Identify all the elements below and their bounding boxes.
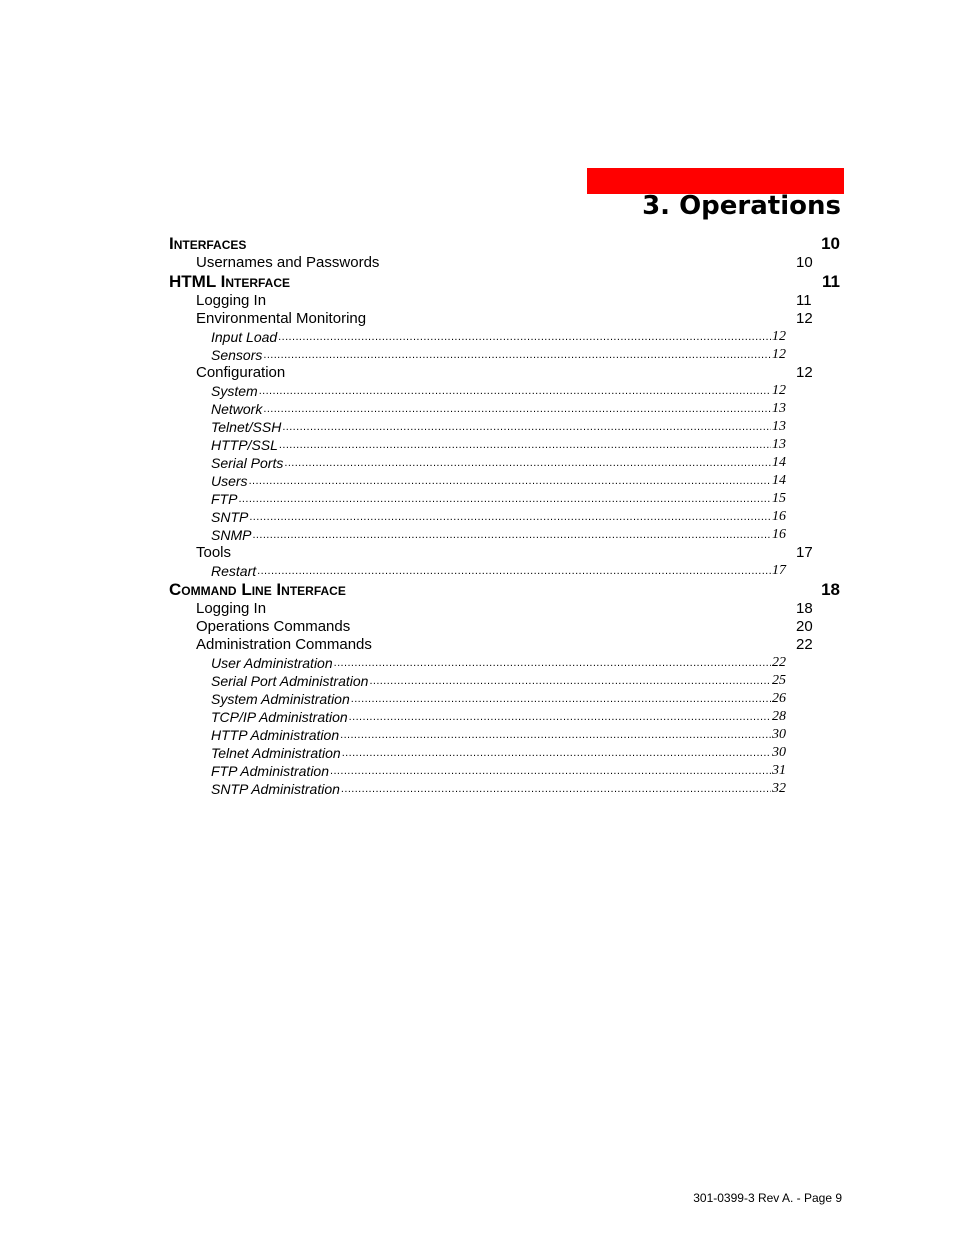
toc-dot-leader	[334, 654, 771, 672]
toc-entry[interactable]	[169, 436, 786, 454]
toc-entry-label: Operations Commands	[196, 618, 351, 635]
toc-entry-page: 13	[772, 401, 786, 416]
toc-entry-label: Telnet/SSH	[211, 419, 282, 435]
toc-entry[interactable]	[169, 292, 842, 310]
toc-entry-label: FTP Administration	[211, 763, 329, 779]
toc-entry-label: Administration Commands	[196, 636, 372, 653]
toc-entry-page: 12	[796, 364, 813, 381]
toc-entry[interactable]	[169, 234, 842, 254]
toc-entry-page: 17	[772, 563, 786, 578]
toc-entry-page: 14	[772, 473, 786, 488]
toc-entry[interactable]	[169, 744, 786, 762]
toc-entry-page: 31	[772, 763, 786, 778]
toc-entry-label: HTML Interface	[169, 272, 291, 291]
toc-entry-page: 20	[796, 618, 813, 635]
toc-entry[interactable]	[169, 400, 786, 418]
toc-entry[interactable]	[169, 364, 842, 382]
toc-dot-leader	[349, 708, 771, 726]
toc-entry[interactable]	[169, 544, 842, 562]
toc-entry[interactable]	[169, 346, 786, 364]
toc-entry-label: Network	[211, 401, 263, 417]
toc-entry[interactable]	[169, 526, 786, 544]
toc-entry-label: Serial Port Administration	[211, 673, 369, 689]
toc-entry[interactable]	[169, 562, 786, 580]
toc-entry[interactable]	[169, 328, 786, 346]
toc-entry-page: 12	[772, 329, 786, 344]
toc-entry[interactable]	[169, 254, 842, 272]
toc-entry[interactable]	[169, 418, 786, 436]
toc-dot-leader	[284, 454, 771, 472]
toc-entry-label: User Administration	[211, 655, 333, 671]
toc-dot-leader	[330, 762, 771, 780]
toc-entry[interactable]	[169, 636, 842, 654]
toc-entry-label: Interfaces	[169, 234, 247, 253]
toc-entry-page: 13	[772, 419, 786, 434]
toc-entry[interactable]	[169, 454, 786, 472]
toc-entry-page: 26	[772, 691, 786, 706]
toc-entry-label: Telnet Administration	[211, 745, 341, 761]
toc-entry-page: 17	[796, 544, 813, 561]
toc-entry-page: 15	[772, 491, 786, 506]
toc-entry[interactable]	[169, 382, 786, 400]
toc-entry-page: 30	[772, 745, 786, 760]
toc-entry-page: 25	[772, 673, 786, 688]
toc-entry-page: 12	[772, 347, 786, 362]
toc-entry-page: 16	[772, 527, 786, 542]
toc-entry-label: Logging In	[196, 292, 267, 309]
toc-entry[interactable]	[169, 310, 842, 328]
toc-dot-leader	[282, 418, 771, 436]
toc-entry-label: Logging In	[196, 600, 267, 617]
toc-entry-label: Users	[211, 473, 248, 489]
toc-entry[interactable]	[169, 508, 786, 526]
toc-entry-label: System	[211, 383, 258, 399]
toc-entry-page: 22	[796, 636, 813, 653]
toc-entry-label: Sensors	[211, 347, 263, 363]
toc-entry-page: 13	[772, 437, 786, 452]
toc-dot-leader	[249, 472, 771, 490]
toc-entry[interactable]	[169, 580, 842, 600]
toc-entry-label: Configuration	[196, 364, 286, 381]
page-footer: 301-0399-3 Rev A. - Page 9	[693, 1191, 842, 1205]
toc-entry-label: Usernames and Passwords	[196, 254, 380, 271]
toc-dot-leader	[263, 346, 771, 364]
toc-entry[interactable]	[169, 490, 786, 508]
toc-dot-leader	[252, 526, 771, 544]
toc-entry-page: 18	[796, 600, 813, 617]
toc-entry-label: Serial Ports	[211, 455, 284, 471]
toc-dot-leader	[249, 508, 771, 526]
toc-dot-leader	[257, 562, 771, 580]
toc-entry[interactable]	[169, 472, 786, 490]
toc-entry[interactable]	[169, 654, 786, 672]
toc-entry[interactable]	[169, 780, 786, 798]
toc-entry[interactable]	[169, 726, 786, 744]
toc-entry-label: FTP	[211, 491, 238, 507]
toc-entry[interactable]	[169, 600, 842, 618]
toc-entry-label: Restart	[211, 563, 257, 579]
toc-dot-leader	[341, 780, 771, 798]
toc-entry-label: Input Load	[211, 329, 278, 345]
toc-entry-label: HTTP Administration	[211, 727, 340, 743]
toc-entry-label: SNTP	[211, 509, 249, 525]
toc-entry[interactable]	[169, 672, 786, 690]
toc-entry-page: 12	[772, 383, 786, 398]
toc-entry[interactable]	[169, 690, 786, 708]
toc-entry-page: 14	[772, 455, 786, 470]
toc-dot-leader	[340, 726, 771, 744]
toc-entry-page: 30	[772, 727, 786, 742]
table-of-contents	[169, 234, 842, 798]
toc-entry-label: TCP/IP Administration	[211, 709, 348, 725]
toc-dot-leader	[278, 328, 771, 346]
toc-entry-page: 11	[822, 272, 840, 291]
toc-entry-label: Command Line Interface	[169, 580, 346, 599]
toc-entry[interactable]	[169, 272, 842, 292]
toc-entry-page: 12	[796, 310, 813, 327]
toc-entry[interactable]	[169, 762, 786, 780]
toc-entry-label: SNMP	[211, 527, 252, 543]
toc-entry-label: HTTP/SSL	[211, 437, 278, 453]
toc-entry-page: 10	[821, 234, 840, 253]
toc-entry[interactable]	[169, 618, 842, 636]
toc-entry-label: SNTP Administration	[211, 781, 340, 797]
toc-dot-leader	[351, 690, 771, 708]
toc-entry-label: System Administration	[211, 691, 350, 707]
toc-dot-leader	[369, 672, 771, 690]
toc-dot-leader	[279, 436, 771, 454]
toc-entry-page: 28	[772, 709, 786, 724]
toc-dot-leader	[342, 744, 771, 762]
toc-entry-label: Tools	[196, 544, 232, 561]
toc-entry-page: 10	[796, 254, 813, 271]
toc-entry-page: 32	[772, 781, 786, 796]
chapter-title: 3. Operations	[642, 191, 841, 221]
toc-entry-page: 18	[821, 580, 840, 599]
toc-entry-page: 22	[772, 655, 786, 670]
toc-entry-page: 16	[772, 509, 786, 524]
toc-entry-label: Environmental Monitoring	[196, 310, 367, 327]
toc-dot-leader	[259, 382, 771, 400]
toc-entry[interactable]	[169, 708, 786, 726]
toc-dot-leader	[238, 490, 771, 508]
toc-dot-leader	[263, 400, 771, 418]
toc-entry-page: 11	[796, 292, 812, 309]
